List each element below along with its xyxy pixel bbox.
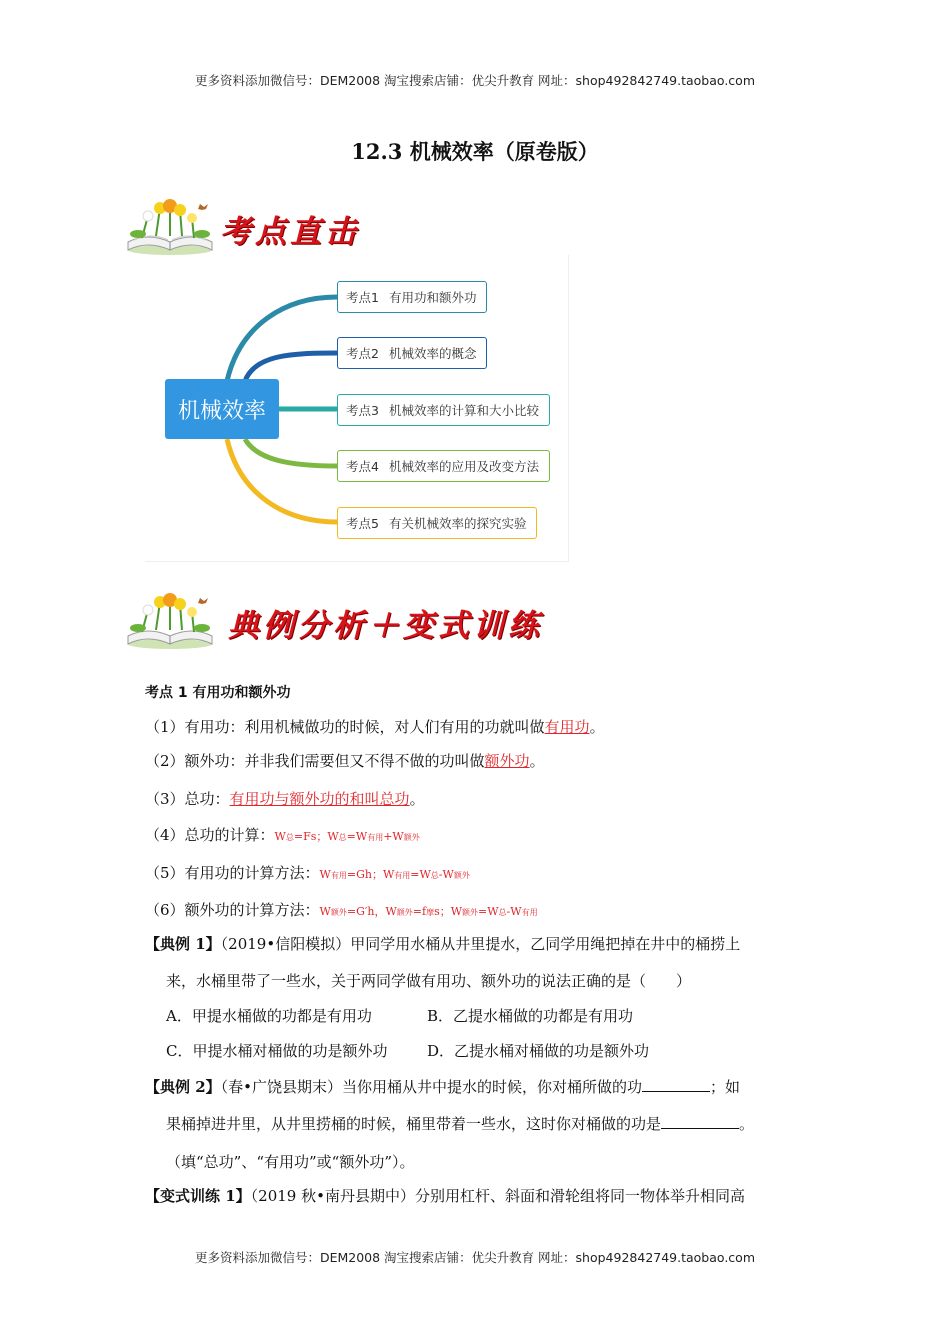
open-book-flowers-icon [122,198,218,258]
mind-map-root: 机械效率 [165,379,279,439]
example-tag: 【典例 1】 [145,935,221,953]
formula-extra-work: （6）额外功的计算方法：W额外=G′h，W额外=f摩s；W额外=W总-W有用 [145,901,538,919]
example-2-question-cont: 果桶掉进井里，从井里捞桶的时候，桶里带着一些水，这时你对桶做的功是 。 [166,1115,755,1133]
example-2-instruction: （填“总功”、“有用功”或“额外功”）。 [166,1153,415,1171]
example-1-question-cont: 来，水桶里带了一些水，关于两同学做有用功、额外功的说法正确的是（ ） [166,972,692,990]
node-label: 有关机械效率的探究实验 [388,516,527,531]
example-tag: 【变式训练 1】 [145,1187,251,1205]
banner-title: 典例分析＋变式训练 [228,608,543,644]
section-heading: 考点 1 有用功和额外功 [145,685,291,701]
mind-map-node-2 [337,337,487,369]
definition-useful-work: （1）有用功：利用机械做功的时候，对人们有用的功就叫做有用功。 [145,718,605,736]
formula-useful-work: （5）有用功的计算方法：W有用=Gh；W有用=W总-W额外 [145,864,470,882]
option-c: C．甲提水桶对桶做的功是额外功 [166,1042,388,1060]
option-a: A．甲提水桶做的功都是有用功 [166,1007,372,1025]
answer-text: 额外功 [484,752,530,770]
banner-title: 考点直击 [220,214,360,250]
definition-extra-work: （2）额外功：并非我们需要但又不得不做的功叫做额外功。 [145,752,545,770]
mind-map-node-4 [337,450,550,482]
answer-blank [642,1077,710,1092]
mind-map-node-5 [337,507,537,539]
node-label: 机械效率的概念 [388,346,477,361]
node-label: 机械效率的应用及改变方法 [388,459,539,474]
page-footer: 更多资料添加微信号：DEM2008 淘宝搜索店铺：优尖升教育 网址：shop492842749.taobao.com [194,1250,756,1265]
node-number: 考点3 [346,403,379,418]
open-book-flowers-icon [122,592,218,652]
mind-map [145,255,569,562]
example-1-question: 【典例 1】（2019•信阳模拟）甲同学用水桶从井里提水，乙同学用绳把掉在井中的桶捞上 [145,935,741,953]
answer-text: 有用功 [544,718,590,736]
page-title: 12.3 机械效率（原卷版） [351,139,599,164]
answer-text: 有用功与额外功的和叫总功 [229,790,410,808]
option-d: D．乙提水桶对桶做的功是额外功 [427,1042,650,1060]
answer-blank [661,1114,739,1129]
node-number: 考点1 [346,290,379,305]
node-label: 有用功和额外功 [388,290,477,305]
option-b: B．乙提水桶做的功都是有用功 [427,1007,634,1025]
example-2-question: 【典例 2】（春•广饶县期末）当你用桶从井中提水的时候，你对桶所做的功 ；如 [145,1078,741,1096]
page-header: 更多资料添加微信号：DEM2008 淘宝搜索店铺：优尖升教育 网址：shop492842749.taobao.com [194,73,756,88]
mind-map-node-1 [337,281,487,313]
node-number: 考点5 [346,516,379,531]
node-number: 考点4 [346,459,379,474]
variant-1-question: 【变式训练 1】（2019 秋•南丹县期中）分别用杠杆、斜面和滑轮组将同一物体举升相同高 [145,1187,745,1205]
definition-total-work: （3）总功：有用功与额外功的和叫总功。 [145,790,425,808]
node-number: 考点2 [346,346,379,361]
mind-map-node-3 [337,394,550,426]
formula-total-work: （4）总功的计算：W总=Fs；W总=W有用+W额外 [145,826,420,844]
node-label: 机械效率的计算和大小比较 [388,403,539,418]
section-banner-examples [122,592,562,656]
example-tag: 【典例 2】 [145,1078,221,1096]
section-banner-key-points [122,198,562,262]
